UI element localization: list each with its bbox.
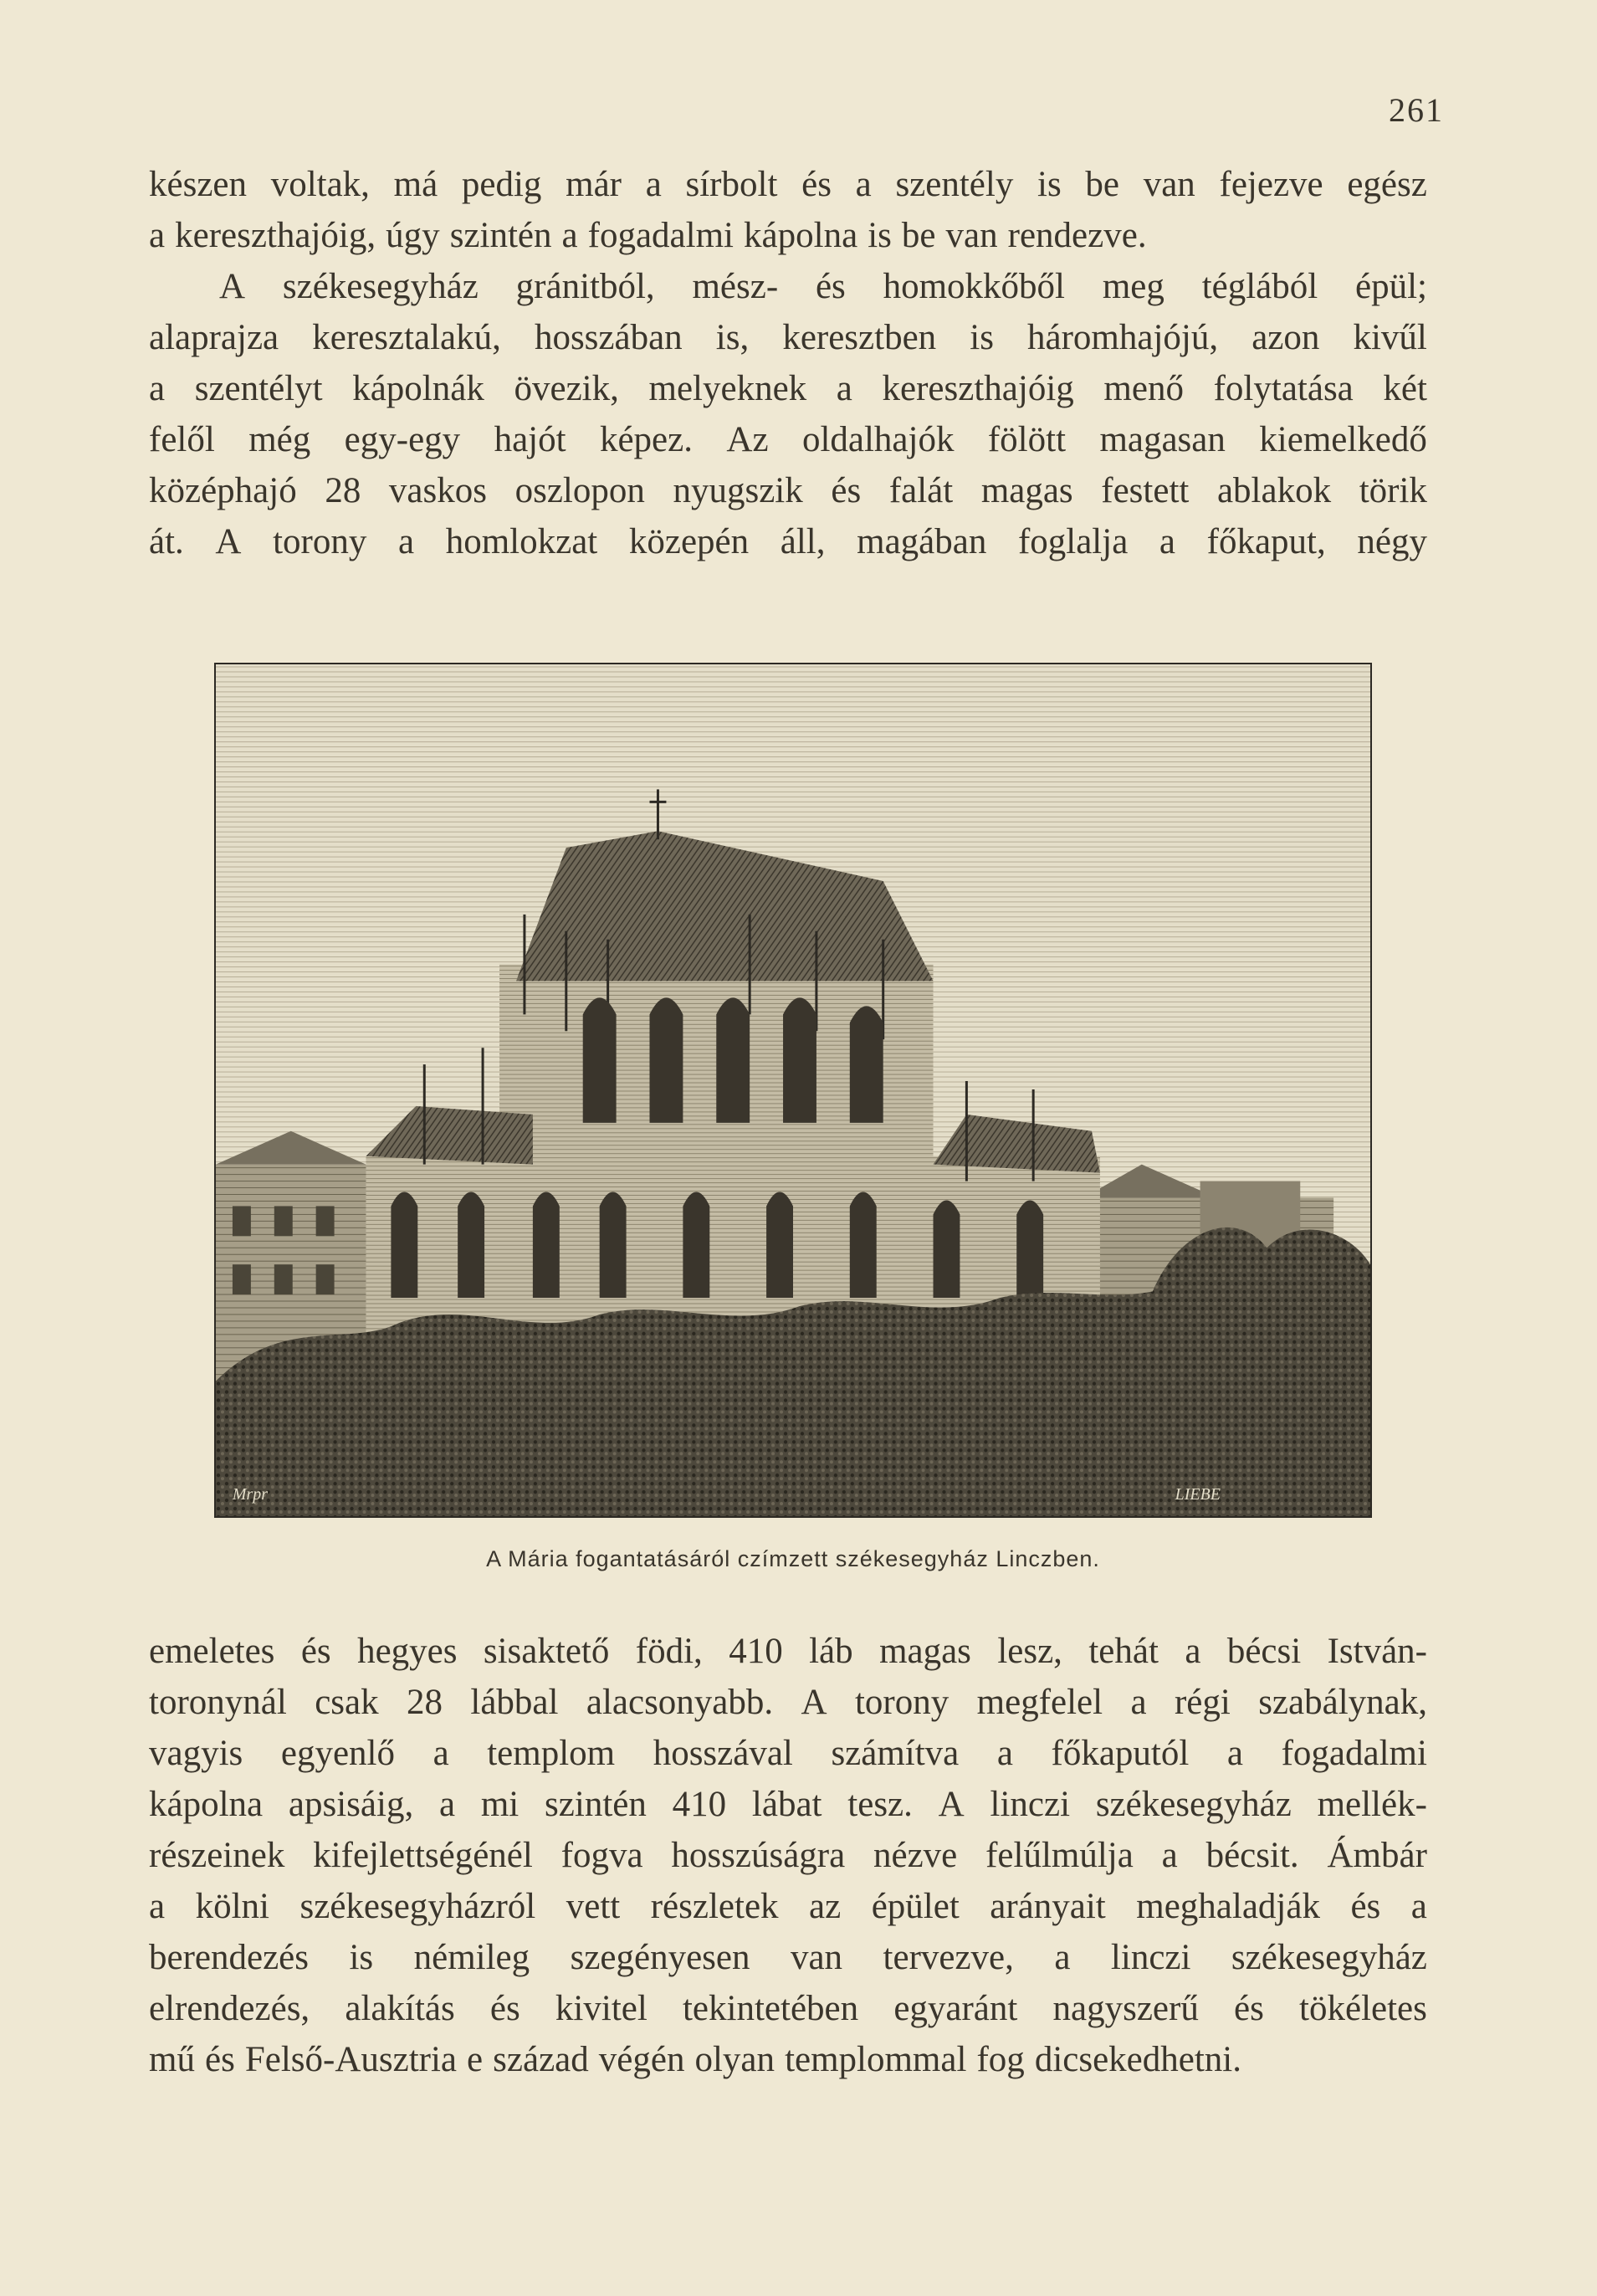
word: tehát <box>1088 1632 1159 1671</box>
word: úgy <box>386 216 440 255</box>
word: csak <box>315 1683 379 1722</box>
word: a <box>438 1785 456 1824</box>
word: e <box>467 2040 484 2079</box>
word: sisaktető <box>483 1632 610 1671</box>
word: háromhajójú, <box>1027 318 1219 357</box>
word: arányait <box>990 1887 1106 1926</box>
word: számítva <box>831 1734 960 1773</box>
word: oszlopon <box>514 471 645 510</box>
word: rendezve. <box>1007 216 1147 255</box>
word: festett <box>1101 471 1190 510</box>
word: a <box>149 369 166 408</box>
word: részeinek <box>149 1836 285 1875</box>
word: apsisáig, <box>288 1785 414 1824</box>
word: székesegyház <box>1231 1938 1427 1977</box>
word: homokkőből <box>883 267 1066 306</box>
word: főkaput, <box>1206 522 1326 561</box>
word: mű <box>149 2040 195 2079</box>
word: vagyis <box>149 1734 243 1773</box>
word: szegényesen <box>570 1938 750 1977</box>
word: a <box>433 1734 449 1773</box>
word: székesegyház <box>282 267 479 306</box>
word: a <box>149 1887 166 1926</box>
word: hosszúságra <box>671 1836 846 1875</box>
word: szentélyt <box>194 369 323 408</box>
word: templom <box>487 1734 616 1773</box>
word: magas <box>879 1632 971 1671</box>
engraver-signature-right: LIEBE <box>1175 1485 1221 1504</box>
text-line <box>149 1626 1427 1677</box>
word: készen <box>149 165 247 204</box>
word: be <box>901 216 936 255</box>
word: láb <box>809 1632 853 1671</box>
word: berendezés <box>149 1938 309 1977</box>
word: van <box>1143 165 1195 204</box>
word: mész- <box>692 267 779 306</box>
engraver-signature-left: Mrpr <box>232 1485 269 1504</box>
word: és <box>300 1632 331 1671</box>
word: épül; <box>1355 267 1427 306</box>
word: egy-egy <box>344 420 461 459</box>
cathedral-engraving <box>214 663 1372 1518</box>
word: lábat <box>751 1785 822 1824</box>
word: négy <box>1357 522 1427 561</box>
word: hosszában <box>534 318 683 357</box>
word: linczi <box>1110 1938 1191 1977</box>
word: keresztben <box>782 318 937 357</box>
word: vaskos <box>388 471 487 510</box>
word: a <box>855 165 872 204</box>
word: a <box>398 522 415 561</box>
word: fejezve <box>1219 165 1323 204</box>
word: is <box>868 216 892 255</box>
text-line <box>149 1881 1427 1932</box>
word: sírbolt <box>685 165 778 204</box>
word: olyan <box>694 2040 775 2079</box>
word: alakítás <box>345 1989 455 2028</box>
word: A <box>938 1785 965 1824</box>
word: alacsonyabb. <box>586 1683 774 1722</box>
word: székesegyházról <box>299 1887 536 1926</box>
word: fogadalmi <box>587 216 734 255</box>
word: tesz. <box>847 1785 913 1824</box>
word: század <box>493 2040 589 2079</box>
word: magasan <box>1099 420 1226 459</box>
word: kápolnák <box>352 369 484 408</box>
word: hosszával <box>653 1734 793 1773</box>
word: linczi <box>990 1785 1071 1824</box>
word: azon <box>1251 318 1320 357</box>
word: középhajó <box>149 471 297 510</box>
word: Az <box>726 420 769 459</box>
text-line <box>149 1779 1427 1830</box>
word: elrendezés, <box>149 1989 310 2028</box>
word: magában <box>857 522 987 561</box>
word: szintén <box>545 1785 647 1824</box>
word: torony <box>273 522 367 561</box>
word: 28 <box>325 471 361 510</box>
word: bécsi <box>1226 1632 1302 1671</box>
paragraph-bottom <box>149 1626 1427 2085</box>
word: meghaladják <box>1136 1887 1320 1926</box>
word: nyugszik <box>673 471 803 510</box>
text-line <box>149 1677 1427 1728</box>
word: közepén <box>628 522 750 561</box>
word: a <box>996 1734 1013 1773</box>
word: foglalja <box>1017 522 1129 561</box>
word: még <box>248 420 311 459</box>
word: törik <box>1359 471 1427 510</box>
word: megfelel <box>976 1683 1103 1722</box>
word: a <box>1130 1683 1147 1722</box>
word: a <box>836 369 852 408</box>
word: hegyes <box>357 1632 458 1671</box>
word: övezik, <box>514 369 619 408</box>
text-line <box>149 2034 1427 2085</box>
word: van <box>790 1938 843 1977</box>
word: két <box>1383 369 1427 408</box>
word: épület <box>871 1887 960 1926</box>
word: kiemelkedő <box>1259 420 1427 459</box>
word: homlokzat <box>445 522 598 561</box>
word: kölni <box>195 1887 269 1926</box>
word: kereszthajóig, <box>175 216 376 255</box>
word: kápolna <box>149 1785 264 1824</box>
word: lesz, <box>997 1632 1062 1671</box>
word: be <box>1085 165 1120 204</box>
word: szabálynak, <box>1258 1683 1427 1722</box>
word: gránitból, <box>515 267 655 306</box>
word: némileg <box>413 1938 530 1977</box>
word: kifejlettségénél <box>313 1836 533 1875</box>
word: végén <box>598 2040 685 2079</box>
word: és <box>204 2040 235 2079</box>
word: voltak, <box>270 165 370 204</box>
word: menő <box>1103 369 1184 408</box>
word: lábbal <box>470 1683 559 1722</box>
text-line <box>149 465 1427 516</box>
text-line <box>149 363 1427 414</box>
word: a <box>1410 1887 1427 1926</box>
word: tekintetében <box>682 1989 859 2028</box>
word: van <box>945 216 998 255</box>
word: szintén <box>449 216 552 255</box>
word: egész <box>1347 165 1427 204</box>
word: má <box>393 165 438 204</box>
word: is <box>970 318 994 357</box>
word: az <box>809 1887 842 1926</box>
word: képez. <box>599 420 693 459</box>
word: is <box>349 1938 374 1977</box>
word: fog <box>976 2040 1025 2079</box>
word: 410 <box>672 1785 727 1824</box>
word: folytatása <box>1213 369 1354 408</box>
word: a <box>561 216 578 255</box>
word: át. <box>149 522 184 561</box>
word: falát <box>888 471 954 510</box>
word: és <box>831 471 862 510</box>
word: födi, <box>635 1632 703 1671</box>
word: és <box>489 1989 520 2028</box>
word: fogva <box>560 1836 643 1875</box>
word: A <box>219 267 246 306</box>
word: áll, <box>780 522 826 561</box>
cathedral-engraving-drawing <box>216 664 1370 1516</box>
text-line <box>149 1830 1427 1881</box>
word: István- <box>1327 1632 1427 1671</box>
word: a <box>1161 1836 1178 1875</box>
text-line <box>149 261 1427 312</box>
word: templommal <box>785 2040 967 2079</box>
word: melyeknek <box>648 369 807 408</box>
word: mellék- <box>1317 1785 1427 1824</box>
word: és <box>1234 1989 1264 2028</box>
word: is, <box>715 318 750 357</box>
word: nézve <box>873 1836 958 1875</box>
word: bécsit. <box>1205 1836 1299 1875</box>
word: A <box>215 522 242 561</box>
word: régi <box>1174 1683 1231 1722</box>
paragraph-top <box>149 159 1427 567</box>
word: fölött <box>987 420 1067 459</box>
word: már <box>566 165 622 204</box>
word: a <box>1054 1938 1071 1977</box>
word: kereszthajóig <box>882 369 1074 408</box>
word: ablakok <box>1216 471 1332 510</box>
figure-caption: A Mária fogantatásáról czímzett székesegyház Linczben. <box>486 1546 1100 1571</box>
word: pedig <box>461 165 542 204</box>
word: mi <box>480 1785 520 1824</box>
word: keresztalakú, <box>312 318 501 357</box>
word: a <box>1159 522 1176 561</box>
word: 410 <box>729 1632 783 1671</box>
word: dicsekedhetni. <box>1034 2040 1241 2079</box>
word: a <box>645 165 662 204</box>
word: és <box>815 267 846 306</box>
word: meg <box>1102 267 1164 306</box>
word: felűlmúlja <box>985 1836 1134 1875</box>
word: részletek <box>650 1887 779 1926</box>
word: oldalhajók <box>801 420 955 459</box>
text-line <box>149 414 1427 465</box>
word: emeletes <box>149 1632 275 1671</box>
word: egyenlő <box>280 1734 395 1773</box>
word: a <box>149 216 166 255</box>
text-line <box>149 210 1427 261</box>
word: fogadalmi <box>1281 1734 1427 1773</box>
word: egyaránt <box>893 1989 1018 2028</box>
word: hajót <box>494 420 566 459</box>
word: kápolna <box>744 216 858 255</box>
word: toronynál <box>149 1683 287 1722</box>
text-line <box>149 1728 1427 1779</box>
word: is <box>1037 165 1062 204</box>
word: magas <box>980 471 1073 510</box>
word: főkaputól <box>1051 1734 1190 1773</box>
word: székesegyház <box>1095 1785 1292 1824</box>
word: 28 <box>407 1683 443 1722</box>
word: a <box>1185 1632 1201 1671</box>
word: a <box>1226 1734 1244 1773</box>
word: A <box>801 1683 827 1722</box>
word: Ámbár <box>1327 1836 1427 1875</box>
word: tökéletes <box>1299 1989 1427 2028</box>
word: tervezve, <box>883 1938 1014 1977</box>
word: vett <box>566 1887 621 1926</box>
word: és <box>1350 1887 1381 1926</box>
word: Felső-Ausztria <box>244 2040 458 2079</box>
text-line <box>149 1983 1427 2034</box>
text-line <box>149 1932 1427 1983</box>
text-line <box>149 159 1427 210</box>
text-line <box>149 312 1427 363</box>
page-number: 261 <box>1389 91 1444 129</box>
word: kivitel <box>555 1989 648 2028</box>
text-line <box>149 516 1427 567</box>
word: kivűl <box>1353 318 1427 357</box>
word: torony <box>854 1683 949 1722</box>
word: szentély <box>895 165 1014 204</box>
word: téglából <box>1201 267 1318 306</box>
word: felől <box>149 420 215 459</box>
word: alaprajza <box>149 318 279 357</box>
word: nagyszerű <box>1052 1989 1199 2028</box>
word: és <box>801 165 832 204</box>
